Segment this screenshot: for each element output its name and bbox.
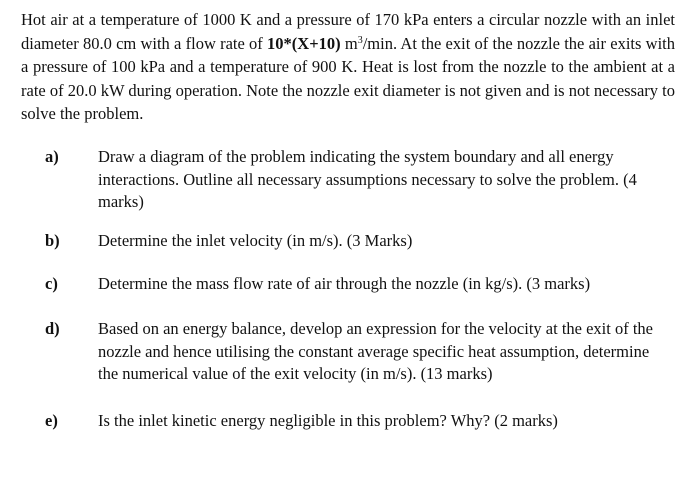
question-text: Based on an energy balance, develop an expression for the velocity at the exit of the nozzle and hence utilising the constant average specific heat assumption, determine the numerical value of the exit velocity (in m/s). (13 marks): [98, 319, 653, 383]
flow-rate-expression: 10*(X+10): [267, 33, 341, 53]
question-label: d): [45, 319, 60, 338]
flow-unit-base: m: [340, 33, 358, 53]
flow-unit-tail: /min.: [362, 33, 398, 53]
question-label: c): [45, 274, 58, 293]
question-text: Draw a diagram of the problem indicating the system boundary and all energy interactions. Outline all necessary assumptions necessary to solve the problem. (4 marks): [98, 147, 637, 211]
problem-statement: [21, 8, 675, 126]
intro-text-part2: At the exit of the nozzle the air exits with a pressure of 100 kPa and a temperature of 900 K. Heat is lost from the nozzle to the ambient at a rate of 20.0 kW during operation. Note the nozzle exit diameter is not given and is not necessary to solve the problem.: [21, 33, 676, 124]
question-text: Is the inlet kinetic energy negligible in this problem? Why? (2 marks): [98, 411, 558, 430]
question-text: Determine the inlet velocity (in m/s). (3 Marks): [98, 231, 413, 250]
intro-text-part1: Hot air at a temperature of 1000 K and a pressure of 170 kPa enters a circular nozzle with an inlet diameter 80.0 cm with a flow rate of: [21, 10, 675, 53]
question-label: b): [45, 231, 60, 250]
question-text: Determine the mass flow rate of air through the nozzle (in kg/s). (3 marks): [98, 274, 591, 293]
question-label: a): [45, 147, 59, 166]
flow-unit-exponent: 3: [357, 34, 363, 46]
question-label: e): [45, 411, 58, 430]
